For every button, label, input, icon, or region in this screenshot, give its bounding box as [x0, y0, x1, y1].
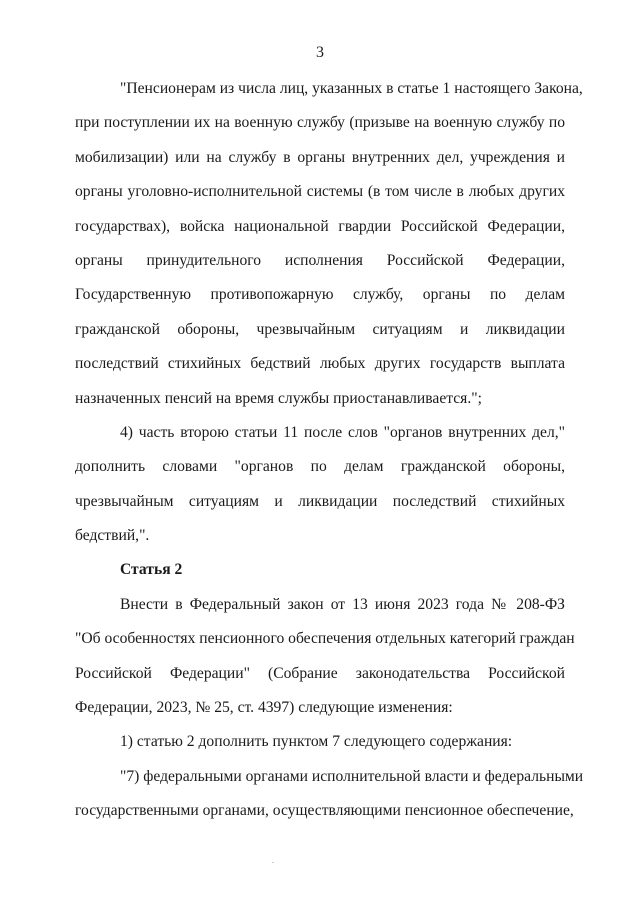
text-line: чрезвычайным ситуациям и ликвидации последствий стихийных: [75, 492, 565, 510]
paragraph-item-7: [75, 760, 584, 829]
paragraph-amend-law: [75, 588, 575, 726]
text-line: дополнить словами "органов по делам гражданской обороны,: [75, 458, 565, 476]
text-line: назначенных пенсий на время службы приостанавливается.";: [75, 389, 482, 407]
text-line: Российской Федерации" (Собрание законодательства Российской: [75, 664, 565, 682]
text-line: "7) федеральными органами исполнительной власти и федеральными: [120, 767, 584, 785]
text-line: при поступлении их на военную службу (призыве на военную службу по: [75, 114, 565, 132]
paragraph-item-4: [75, 416, 565, 554]
text-line: органы принудительного исполнения Российской Федерации,: [75, 251, 565, 269]
text-line: государствах), войска национальной гвардии Российской Федерации,: [75, 217, 565, 235]
document-body: [75, 72, 584, 829]
text-line: последствий стихийных бедствий любых других государств выплата: [75, 355, 565, 373]
text-line: Внести в Федеральный закон от 13 июня 2023 года № 208-ФЗ: [120, 595, 565, 613]
article-title: Статья 2: [120, 561, 183, 579]
text-line: Государственную противопожарную службу, органы по делам: [75, 286, 565, 304]
text-line: 4) часть второю статьи 11 после слов "органов внутренних дел,": [120, 423, 565, 441]
article-heading: [75, 553, 565, 587]
text-line: бедствий,".: [75, 527, 150, 545]
text-line: государственными органами, осуществляющими пенсионное обеспечение,: [75, 802, 574, 820]
paragraph-pensioners: [75, 72, 583, 416]
text-line: Федерации, 2023, № 25, ст. 4397) следующие изменения:: [75, 699, 453, 717]
text-line: органы уголовно-исполнительной системы (в том числе в любых других: [75, 183, 565, 201]
scan-speck: [272, 862, 274, 863]
text-line: 1) статью 2 дополнить пунктом 7 следующего содержания:: [120, 733, 513, 751]
text-line: гражданской обороны, чрезвычайным ситуациям и ликвидации: [75, 320, 565, 338]
text-line: "Пенсионерам из числа лиц, указанных в статье 1 настоящего Закона,: [120, 80, 583, 97]
text-line: мобилизации) или на службу в органы внутренних дел, учреждения и: [75, 148, 565, 166]
text-line: "Об особенностях пенсионного обеспечения отдельных категорий граждан: [75, 630, 575, 648]
page-number: 3: [316, 44, 324, 61]
paragraph-item-1: [75, 725, 565, 759]
